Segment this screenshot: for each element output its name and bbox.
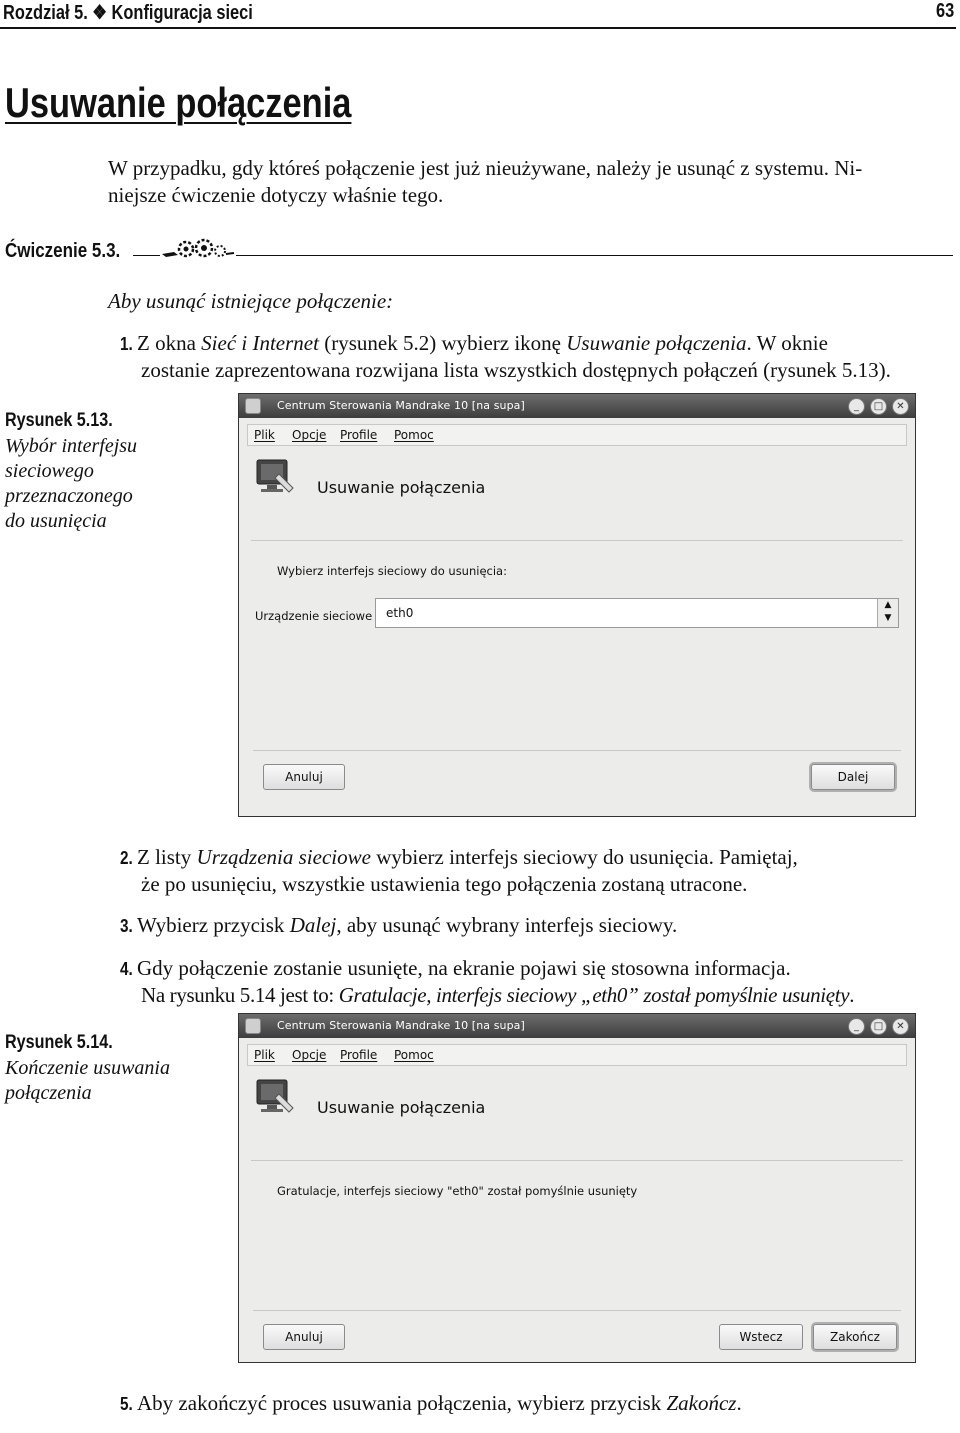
exercise-rule bbox=[133, 255, 953, 256]
separator bbox=[253, 750, 901, 751]
menu-pomoc[interactable]: Pomoc bbox=[394, 428, 434, 442]
menu-bar bbox=[247, 1044, 907, 1066]
control-center-window bbox=[238, 393, 916, 817]
back-button[interactable]: Wstecz bbox=[719, 1324, 803, 1350]
exercise-lead: Aby usunąć istniejące połączenie: bbox=[108, 289, 394, 313]
title-bar bbox=[239, 1014, 915, 1038]
maximize-icon[interactable]: □ bbox=[870, 398, 887, 415]
minimize-icon[interactable]: _ bbox=[848, 1018, 865, 1035]
caption-line: połączenia bbox=[5, 1082, 92, 1104]
control-center-window bbox=[238, 1013, 916, 1363]
text-span: Z listy bbox=[137, 845, 197, 869]
caption-line: sieciowego bbox=[5, 460, 94, 482]
window-heading: Usuwanie połączenia bbox=[317, 478, 486, 497]
success-message: Gratulacje, interfejs sieciowy "eth0" został pomyślnie usunięty bbox=[277, 1184, 638, 1198]
header-rule bbox=[0, 27, 956, 29]
text-span: Aby zakończyć proces usuwania połączenia, wybierz przycisk bbox=[137, 1391, 667, 1415]
text-span: , aby usunąć wybrany interfejs sieciowy. bbox=[336, 913, 678, 937]
emphasis: Urządzenia sieciowe bbox=[196, 845, 371, 869]
menu-opcje[interactable]: Opcje bbox=[292, 428, 327, 442]
maximize-icon[interactable]: □ bbox=[870, 1018, 887, 1035]
text-span: . W oknie bbox=[746, 331, 828, 355]
step-1-line-1 bbox=[120, 330, 828, 358]
network-remove-icon bbox=[253, 458, 297, 498]
step-1-line-2: zostanie zaprezentowana rozwijana lista wszystkich dostępnych połączeń (rysunek 5.13). bbox=[141, 358, 891, 382]
next-button[interactable]: Dalej bbox=[811, 764, 895, 790]
text-span: Na rysunku 5.14 jest to: bbox=[141, 983, 339, 1007]
text-span: . bbox=[736, 1391, 742, 1415]
step-number: 3. bbox=[120, 916, 133, 936]
window-title: Centrum Sterowania Mandrake 10 [na supa] bbox=[277, 1019, 525, 1032]
chevron-updown-icon: ▲ ▼ bbox=[877, 599, 898, 627]
device-field-label: Urządzenie sieciowe bbox=[255, 609, 373, 623]
minimize-icon[interactable]: _ bbox=[848, 398, 865, 415]
window-title: Centrum Sterowania Mandrake 10 [na supa] bbox=[277, 399, 525, 412]
figure-caption-text bbox=[5, 1056, 170, 1106]
text-span: . bbox=[849, 983, 855, 1007]
prompt-label: Wybierz interfejs sieciowy do usunięcia: bbox=[277, 564, 507, 578]
separator bbox=[253, 1310, 901, 1311]
network-device-select[interactable] bbox=[375, 598, 899, 628]
step-2-line-1 bbox=[120, 844, 798, 872]
figure-caption-title: Rysunek 5.14. bbox=[5, 1032, 113, 1053]
exercise-label: Ćwiczenie 5.3. bbox=[5, 240, 121, 262]
intro-line-1: W przypadku, gdy któreś połączenie jest już nieużywane, należy je usunąć z systemu. Ni- bbox=[108, 156, 863, 180]
menu-opcje[interactable]: Opcje bbox=[292, 1048, 327, 1062]
step-number: 1. bbox=[120, 334, 133, 354]
text-span: (rysunek 5.2) wybierz ikonę bbox=[318, 331, 567, 355]
text-span: Z okna bbox=[137, 331, 202, 355]
menu-pomoc[interactable]: Pomoc bbox=[394, 1048, 434, 1062]
text-span: Gdy połączenie zostanie usunięte, na ekranie pojawi się stosowna informacja. bbox=[137, 956, 791, 980]
caption-line: przeznaczonego bbox=[5, 485, 133, 507]
cancel-button[interactable]: Anuluj bbox=[263, 764, 345, 790]
step-number: 2. bbox=[120, 848, 133, 868]
menu-plik[interactable]: Plik bbox=[254, 1048, 275, 1062]
running-header-chapter: Rozdział 5. ❖ Konfiguracja sieci bbox=[3, 2, 253, 24]
close-icon[interactable]: ✕ bbox=[892, 398, 909, 415]
title-bar bbox=[239, 394, 915, 418]
step-4-line-2 bbox=[141, 982, 854, 1009]
caption-line: Kończenie usuwania bbox=[5, 1057, 170, 1079]
step-2-line-2: że po usunięciu, wszystkie ustawienia tego połączenia zostaną utracone. bbox=[141, 872, 748, 896]
menu-bar bbox=[247, 424, 907, 446]
caption-line: Wybór interfejsu bbox=[5, 435, 138, 457]
page-number: 63 bbox=[935, 0, 954, 22]
app-icon bbox=[245, 1018, 261, 1034]
close-icon[interactable]: ✕ bbox=[892, 1018, 909, 1035]
section-title: Usuwanie połączenia bbox=[5, 79, 352, 126]
text-span: wybierz interfejs sieciowy do usunięcia. Pamiętaj, bbox=[370, 845, 798, 869]
finish-button[interactable]: Zakończ bbox=[813, 1324, 897, 1350]
step-3 bbox=[120, 912, 677, 940]
emphasis: Gratulacje, interfejs sieciowy „eth0” został pomyślnie usunięty bbox=[338, 983, 850, 1007]
emphasis: Sieć i Internet bbox=[201, 331, 319, 355]
network-remove-icon bbox=[253, 1078, 297, 1118]
content-panel bbox=[251, 1160, 903, 1301]
menu-profile[interactable]: Profile bbox=[340, 428, 378, 442]
step-5 bbox=[120, 1390, 742, 1418]
text-span: Wybierz przycisk bbox=[137, 913, 290, 937]
figure-caption-title: Rysunek 5.13. bbox=[5, 410, 113, 431]
figure-caption-text bbox=[5, 434, 137, 534]
menu-plik[interactable]: Plik bbox=[254, 428, 275, 442]
step-4-line-1 bbox=[120, 955, 791, 983]
cancel-button[interactable]: Anuluj bbox=[263, 1324, 345, 1350]
emphasis: Zakończ bbox=[666, 1391, 737, 1415]
gears-icon bbox=[160, 238, 236, 260]
device-select-value: eth0 bbox=[386, 606, 414, 620]
window-heading: Usuwanie połączenia bbox=[317, 1098, 486, 1117]
menu-profile[interactable]: Profile bbox=[340, 1048, 378, 1062]
app-icon bbox=[245, 398, 261, 414]
step-number: 4. bbox=[120, 959, 133, 979]
step-number: 5. bbox=[120, 1394, 133, 1414]
emphasis: Dalej bbox=[289, 913, 337, 937]
emphasis: Usuwanie połączenia bbox=[566, 331, 747, 355]
caption-line: do usunięcia bbox=[5, 510, 107, 532]
intro-line-2: niejsze ćwiczenie dotyczy właśnie tego. bbox=[108, 183, 444, 207]
